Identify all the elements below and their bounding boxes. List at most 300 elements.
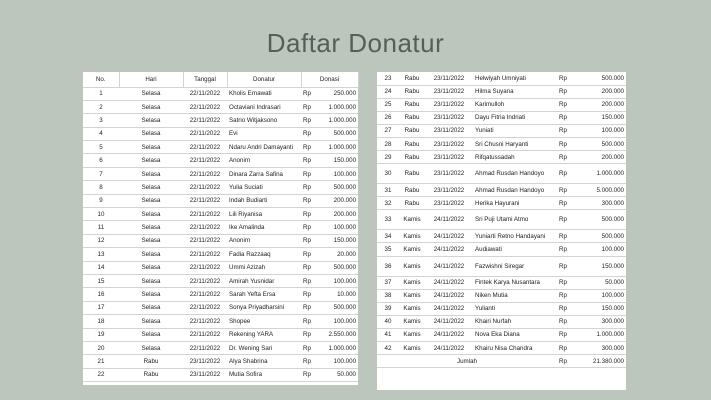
cell-hari: Selasa (119, 315, 183, 328)
cell-no: 8 (83, 181, 119, 194)
cell-amount: 150.000 (571, 302, 626, 315)
table-row (83, 221, 358, 234)
cell-amount: 50.000 (571, 276, 626, 289)
cell-tanggal: 22/11/2022 (183, 234, 227, 247)
cell-amount: 150.000 (319, 234, 358, 247)
cell-donatur: Khairi Nurfah (473, 315, 557, 328)
cell-tanggal: 24/11/2022 (425, 342, 473, 355)
cell-tanggal: 23/11/2022 (425, 151, 473, 164)
cell-tanggal: 23/11/2022 (425, 72, 473, 85)
cell-hari: Kamis (399, 289, 425, 302)
cell-tanggal: 23/11/2022 (425, 98, 473, 111)
cell-no: 16 (83, 288, 119, 301)
table-row (377, 111, 626, 124)
cell-no: 11 (83, 221, 119, 234)
table-row (377, 164, 626, 184)
cell-tanggal: 23/11/2022 (425, 124, 473, 137)
cell-hari: Selasa (119, 141, 183, 154)
cell-currency: Rp (301, 87, 319, 100)
cell-hari: Kamis (399, 276, 425, 289)
table-row (377, 342, 626, 355)
cell-hari: Kamis (399, 210, 425, 230)
cell-amount: 500.000 (571, 72, 626, 85)
cell-tanggal: 24/11/2022 (425, 256, 473, 276)
donor-table-right (377, 72, 626, 368)
cell-no: 22 (83, 368, 119, 381)
cell-donatur: Yulia Suciati (227, 181, 301, 194)
table-row (377, 210, 626, 230)
cell-currency: Rp (557, 328, 571, 341)
table-row (83, 167, 358, 180)
cell-no: 3 (83, 114, 119, 127)
cell-donatur: Mutia Sofira (227, 368, 301, 381)
cell-amount: 200.000 (319, 208, 358, 221)
cell-currency: Rp (557, 137, 571, 150)
cell-hari: Selasa (119, 301, 183, 314)
cell-tanggal: 24/11/2022 (425, 289, 473, 302)
total-row (377, 355, 626, 368)
cell-tanggal: 24/11/2022 (425, 230, 473, 243)
cell-amount: 200.000 (571, 98, 626, 111)
cell-hari: Selasa (119, 181, 183, 194)
cell-hari: Kamis (399, 243, 425, 256)
cell-amount: 200.000 (571, 85, 626, 98)
cell-no: 7 (83, 167, 119, 180)
cell-tanggal: 24/11/2022 (425, 276, 473, 289)
cell-no: 41 (377, 328, 399, 341)
cell-tanggal: 24/11/2022 (425, 302, 473, 315)
cell-no: 9 (83, 194, 119, 207)
cell-donatur: Fintek Karya Nusantara (473, 276, 557, 289)
cell-amount: 150.000 (319, 154, 358, 167)
cell-currency: Rp (301, 355, 319, 368)
table-row (377, 243, 626, 256)
cell-no: 2 (83, 100, 119, 113)
cell-donatur: Kholis Ernawati (227, 87, 301, 100)
cell-no: 26 (377, 111, 399, 124)
cell-currency: Rp (557, 197, 571, 210)
cell-hari: Selasa (119, 167, 183, 180)
table-row (377, 230, 626, 243)
cell-tanggal: 23/11/2022 (425, 111, 473, 124)
table-row (83, 208, 358, 221)
table-row (83, 315, 358, 328)
cell-currency: Rp (301, 234, 319, 247)
cell-currency: Rp (301, 208, 319, 221)
cell-hari: Rabu (399, 98, 425, 111)
cell-tanggal: 23/11/2022 (425, 184, 473, 197)
cell-donatur: Sonya Priyadharsini (227, 301, 301, 314)
cell-donatur: Amirah Yusnidar (227, 274, 301, 287)
table-row (377, 256, 626, 276)
cell-donatur: Ahmad Rusdan Handoyo (473, 164, 557, 184)
page-title: Daftar Donatur (266, 28, 445, 58)
cell-hari: Kamis (399, 315, 425, 328)
cell-no: 23 (377, 72, 399, 85)
cell-amount: 300.000 (571, 197, 626, 210)
cell-currency: Rp (557, 342, 571, 355)
table-row (377, 85, 626, 98)
cell-no: 14 (83, 261, 119, 274)
cell-no: 34 (377, 230, 399, 243)
cell-currency: Rp (557, 256, 571, 276)
table-row (83, 234, 358, 247)
cell-amount: 500.000 (319, 261, 358, 274)
cell-currency: Rp (301, 221, 319, 234)
cell-amount: 300.000 (571, 342, 626, 355)
table-row (83, 355, 358, 368)
table-row (377, 328, 626, 341)
table-row (83, 194, 358, 207)
cell-hari: Selasa (119, 87, 183, 100)
cell-tanggal: 23/11/2022 (425, 85, 473, 98)
cell-amount: 100.000 (319, 221, 358, 234)
cell-amount: 150.000 (571, 256, 626, 276)
cell-tanggal: 24/11/2022 (425, 315, 473, 328)
cell-donatur: Yuniarti Retno Handayani (473, 230, 557, 243)
cell-amount: 250.000 (319, 87, 358, 100)
cell-no: 31 (377, 184, 399, 197)
cell-amount: 5.000.000 (571, 184, 626, 197)
cell-no: 27 (377, 124, 399, 137)
cell-donatur: Herika Hayurani (473, 197, 557, 210)
cell-currency: Rp (557, 85, 571, 98)
header-donasi: Donasi (301, 72, 358, 87)
cell-tanggal: 22/11/2022 (183, 221, 227, 234)
cell-no: 21 (83, 355, 119, 368)
cell-tanggal: 23/11/2022 (425, 197, 473, 210)
table-row (377, 184, 626, 197)
cell-no: 38 (377, 289, 399, 302)
cell-currency: Rp (301, 261, 319, 274)
cell-hari: Selasa (119, 234, 183, 247)
cell-amount: 1.000.000 (319, 341, 358, 354)
table-row (377, 315, 626, 328)
cell-no: 32 (377, 197, 399, 210)
cell-currency: Rp (557, 98, 571, 111)
cell-donatur: Octaviani Indrasari (227, 100, 301, 113)
table-row (377, 137, 626, 150)
cell-currency: Rp (301, 368, 319, 381)
cell-currency: Rp (557, 72, 571, 85)
cell-currency: Rp (557, 315, 571, 328)
cell-donatur: Ike Amalinda (227, 221, 301, 234)
cell-donatur: Evi (227, 127, 301, 140)
cell-no: 20 (83, 341, 119, 354)
cell-no: 12 (83, 234, 119, 247)
cell-donatur: Anonim (227, 154, 301, 167)
cell-currency: Rp (301, 301, 319, 314)
cell-donatur: Khairu Nisa Chandra (473, 342, 557, 355)
cell-tanggal: 22/11/2022 (183, 261, 227, 274)
cell-tanggal: 24/11/2022 (425, 243, 473, 256)
cell-currency: Rp (557, 151, 571, 164)
cell-donatur: Lili Riyanisa (227, 208, 301, 221)
cell-currency: Rp (301, 328, 319, 341)
cell-donatur: Satrio Witjaksono (227, 114, 301, 127)
table-row (377, 289, 626, 302)
cell-amount: 50.000 (319, 368, 358, 381)
cell-tanggal: 22/11/2022 (183, 288, 227, 301)
table-row (83, 127, 358, 140)
cell-tanggal: 23/11/2022 (425, 164, 473, 184)
cell-donatur: Fazwishni Siregar (473, 256, 557, 276)
cell-tanggal: 22/11/2022 (183, 87, 227, 100)
cell-donatur: Dayu Fitria Indriati (473, 111, 557, 124)
cell-amount: 500.000 (571, 210, 626, 230)
cell-no: 33 (377, 210, 399, 230)
header-hari: Hari (119, 72, 183, 87)
cell-hari: Rabu (399, 184, 425, 197)
cell-donatur: Sarah Yefta Ersa (227, 288, 301, 301)
cell-amount: 1.000.000 (571, 328, 626, 341)
cell-hari: Selasa (119, 288, 183, 301)
cell-hari: Rabu (119, 368, 183, 381)
cell-no: 29 (377, 151, 399, 164)
cell-no: 15 (83, 274, 119, 287)
cell-amount: 100.000 (319, 167, 358, 180)
table-row (83, 248, 358, 261)
cell-currency: Rp (557, 164, 571, 184)
table-row (83, 141, 358, 154)
cell-currency: Rp (557, 111, 571, 124)
table-row (377, 276, 626, 289)
cell-tanggal: 22/11/2022 (183, 167, 227, 180)
cell-no: 1 (83, 87, 119, 100)
cell-donatur: Hilma Suyana (473, 85, 557, 98)
total-amount: 21.380.000 (571, 355, 626, 368)
cell-currency: Rp (557, 302, 571, 315)
table-row (83, 368, 358, 381)
cell-no: 40 (377, 315, 399, 328)
cell-tanggal: 23/11/2022 (425, 137, 473, 150)
cell-amount: 500.000 (571, 230, 626, 243)
cell-donatur: Helwiyah Umniyati (473, 72, 557, 85)
cell-donatur: Sri Puji Utami Atmo (473, 210, 557, 230)
cell-amount: 500.000 (319, 301, 358, 314)
cell-donatur: Audiawati (473, 243, 557, 256)
cell-currency: Rp (557, 289, 571, 302)
table-row (83, 261, 358, 274)
cell-hari: Selasa (119, 194, 183, 207)
cell-hari: Selasa (119, 208, 183, 221)
table-row (83, 288, 358, 301)
cell-no: 42 (377, 342, 399, 355)
cell-no: 18 (83, 315, 119, 328)
cell-no: 5 (83, 141, 119, 154)
cell-currency: Rp (557, 230, 571, 243)
table-row (377, 302, 626, 315)
cell-hari: Rabu (119, 355, 183, 368)
donor-table-left (83, 72, 359, 382)
cell-hari: Selasa (119, 154, 183, 167)
cell-amount: 10.000 (319, 288, 358, 301)
cell-currency: Rp (301, 194, 319, 207)
cell-donatur: Dinara Zarra Safina (227, 167, 301, 180)
cell-currency: Rp (301, 248, 319, 261)
cell-amount: 500.000 (319, 127, 358, 140)
cell-amount: 500.000 (571, 137, 626, 150)
table-row (377, 151, 626, 164)
cell-tanggal: 22/11/2022 (183, 341, 227, 354)
cell-tanggal: 22/11/2022 (183, 181, 227, 194)
cell-hari: Rabu (399, 85, 425, 98)
cell-donatur: Nova Eka Diana (473, 328, 557, 341)
table-row (83, 114, 358, 127)
donor-table-right-body (377, 72, 626, 355)
cell-donatur: Ahmad Rusdan Handoyo (473, 184, 557, 197)
cell-no: 24 (377, 85, 399, 98)
cell-donatur: Niken Mutia (473, 289, 557, 302)
cell-amount: 1.000.000 (319, 100, 358, 113)
cell-donatur: Karimulloh (473, 98, 557, 111)
cell-currency: Rp (301, 288, 319, 301)
cell-amount: 100.000 (319, 274, 358, 287)
cell-amount: 200.000 (571, 151, 626, 164)
cell-donatur: Alya Shabrina (227, 355, 301, 368)
table-row (377, 72, 626, 85)
cell-hari: Rabu (399, 151, 425, 164)
cell-donatur: Indah Budiarti (227, 194, 301, 207)
cell-currency: Rp (301, 341, 319, 354)
cell-currency: Rp (301, 274, 319, 287)
cell-currency: Rp (557, 124, 571, 137)
cell-amount: 100.000 (571, 243, 626, 256)
cell-amount: 100.000 (571, 124, 626, 137)
header-no: No. (83, 72, 119, 87)
cell-hari: Selasa (119, 341, 183, 354)
cell-currency: Rp (557, 210, 571, 230)
cell-donatur: Rekening YARA (227, 328, 301, 341)
cell-amount: 2.550.000 (319, 328, 358, 341)
cell-tanggal: 22/11/2022 (183, 328, 227, 341)
table-row (83, 274, 358, 287)
cell-tanggal: 22/11/2022 (183, 315, 227, 328)
table-header-row (83, 72, 358, 87)
cell-currency: Rp (301, 114, 319, 127)
cell-tanggal: 22/11/2022 (183, 154, 227, 167)
cell-currency: Rp (301, 100, 319, 113)
cell-currency: Rp (301, 127, 319, 140)
table-row (83, 100, 358, 113)
cell-tanggal: 23/11/2022 (183, 355, 227, 368)
cell-hari: Kamis (399, 256, 425, 276)
cell-donatur: Ndaru Andri Damayanti (227, 141, 301, 154)
cell-no: 25 (377, 98, 399, 111)
cell-hari: Selasa (119, 248, 183, 261)
table-row (377, 197, 626, 210)
cell-donatur: Rifqatussadah (473, 151, 557, 164)
cell-donatur: Ummi Azizah (227, 261, 301, 274)
header-donatur: Donatur (227, 72, 301, 87)
cell-amount: 20.000 (319, 248, 358, 261)
cell-tanggal: 22/11/2022 (183, 248, 227, 261)
cell-no: 10 (83, 208, 119, 221)
cell-tanggal: 24/11/2022 (425, 210, 473, 230)
total-label: Jumlah (377, 355, 557, 368)
cell-amount: 150.000 (571, 111, 626, 124)
cell-amount: 100.000 (319, 315, 358, 328)
cell-tanggal: 22/11/2022 (183, 127, 227, 140)
cell-hari: Selasa (119, 221, 183, 234)
table-row (83, 341, 358, 354)
cell-no: 17 (83, 301, 119, 314)
cell-tanggal: 22/11/2022 (183, 208, 227, 221)
cell-tanggal: 22/11/2022 (183, 301, 227, 314)
cell-tanggal: 22/11/2022 (183, 194, 227, 207)
cell-donatur: Shopee (227, 315, 301, 328)
cell-hari: Rabu (399, 111, 425, 124)
table-row (83, 301, 358, 314)
cell-no: 19 (83, 328, 119, 341)
cell-hari: Selasa (119, 100, 183, 113)
table-row (83, 328, 358, 341)
cell-no: 39 (377, 302, 399, 315)
cell-currency: Rp (301, 141, 319, 154)
cell-hari: Kamis (399, 302, 425, 315)
cell-tanggal: 24/11/2022 (425, 328, 473, 341)
cell-amount: 300.000 (571, 315, 626, 328)
cell-amount: 500.000 (319, 181, 358, 194)
cell-donatur: Dr. Wening Sari (227, 341, 301, 354)
header-tanggal: Tanggal (183, 72, 227, 87)
cell-amount: 1.000.000 (319, 141, 358, 154)
cell-no: 28 (377, 137, 399, 150)
cell-hari: Rabu (399, 124, 425, 137)
donor-table-right-panel (377, 72, 626, 390)
cell-no: 37 (377, 276, 399, 289)
cell-currency: Rp (301, 154, 319, 167)
cell-tanggal: 22/11/2022 (183, 274, 227, 287)
cell-hari: Rabu (399, 72, 425, 85)
cell-hari: Kamis (399, 230, 425, 243)
cell-donatur: Fadia Razzaaq (227, 248, 301, 261)
cell-currency: Rp (557, 276, 571, 289)
cell-hari: Kamis (399, 328, 425, 341)
cell-donatur: Yuniati (473, 124, 557, 137)
cell-tanggal: 23/11/2022 (183, 368, 227, 381)
cell-amount: 200.000 (319, 194, 358, 207)
cell-tanggal: 22/11/2022 (183, 100, 227, 113)
table-row (377, 98, 626, 111)
cell-currency: Rp (301, 181, 319, 194)
cell-donatur: Anonim (227, 234, 301, 247)
cell-donatur: Sri Chusni Haryanti (473, 137, 557, 150)
cell-no: 30 (377, 164, 399, 184)
cell-amount: 1.000.000 (319, 114, 358, 127)
cell-currency: Rp (301, 167, 319, 180)
cell-hari: Selasa (119, 261, 183, 274)
cell-currency: Rp (557, 184, 571, 197)
cell-amount: 1.000.000 (571, 164, 626, 184)
table-row (83, 154, 358, 167)
table-row (83, 87, 358, 100)
cell-currency: Rp (557, 243, 571, 256)
cell-hari: Selasa (119, 114, 183, 127)
cell-hari: Rabu (399, 197, 425, 210)
cell-donatur: Yulianti (473, 302, 557, 315)
cell-hari: Rabu (399, 164, 425, 184)
cell-tanggal: 22/11/2022 (183, 114, 227, 127)
cell-hari: Kamis (399, 342, 425, 355)
cell-no: 35 (377, 243, 399, 256)
cell-no: 36 (377, 256, 399, 276)
cell-hari: Selasa (119, 328, 183, 341)
cell-no: 4 (83, 127, 119, 140)
cell-amount: 100.000 (319, 355, 358, 368)
donor-table-left-panel (83, 72, 358, 385)
total-currency: Rp (557, 355, 571, 368)
